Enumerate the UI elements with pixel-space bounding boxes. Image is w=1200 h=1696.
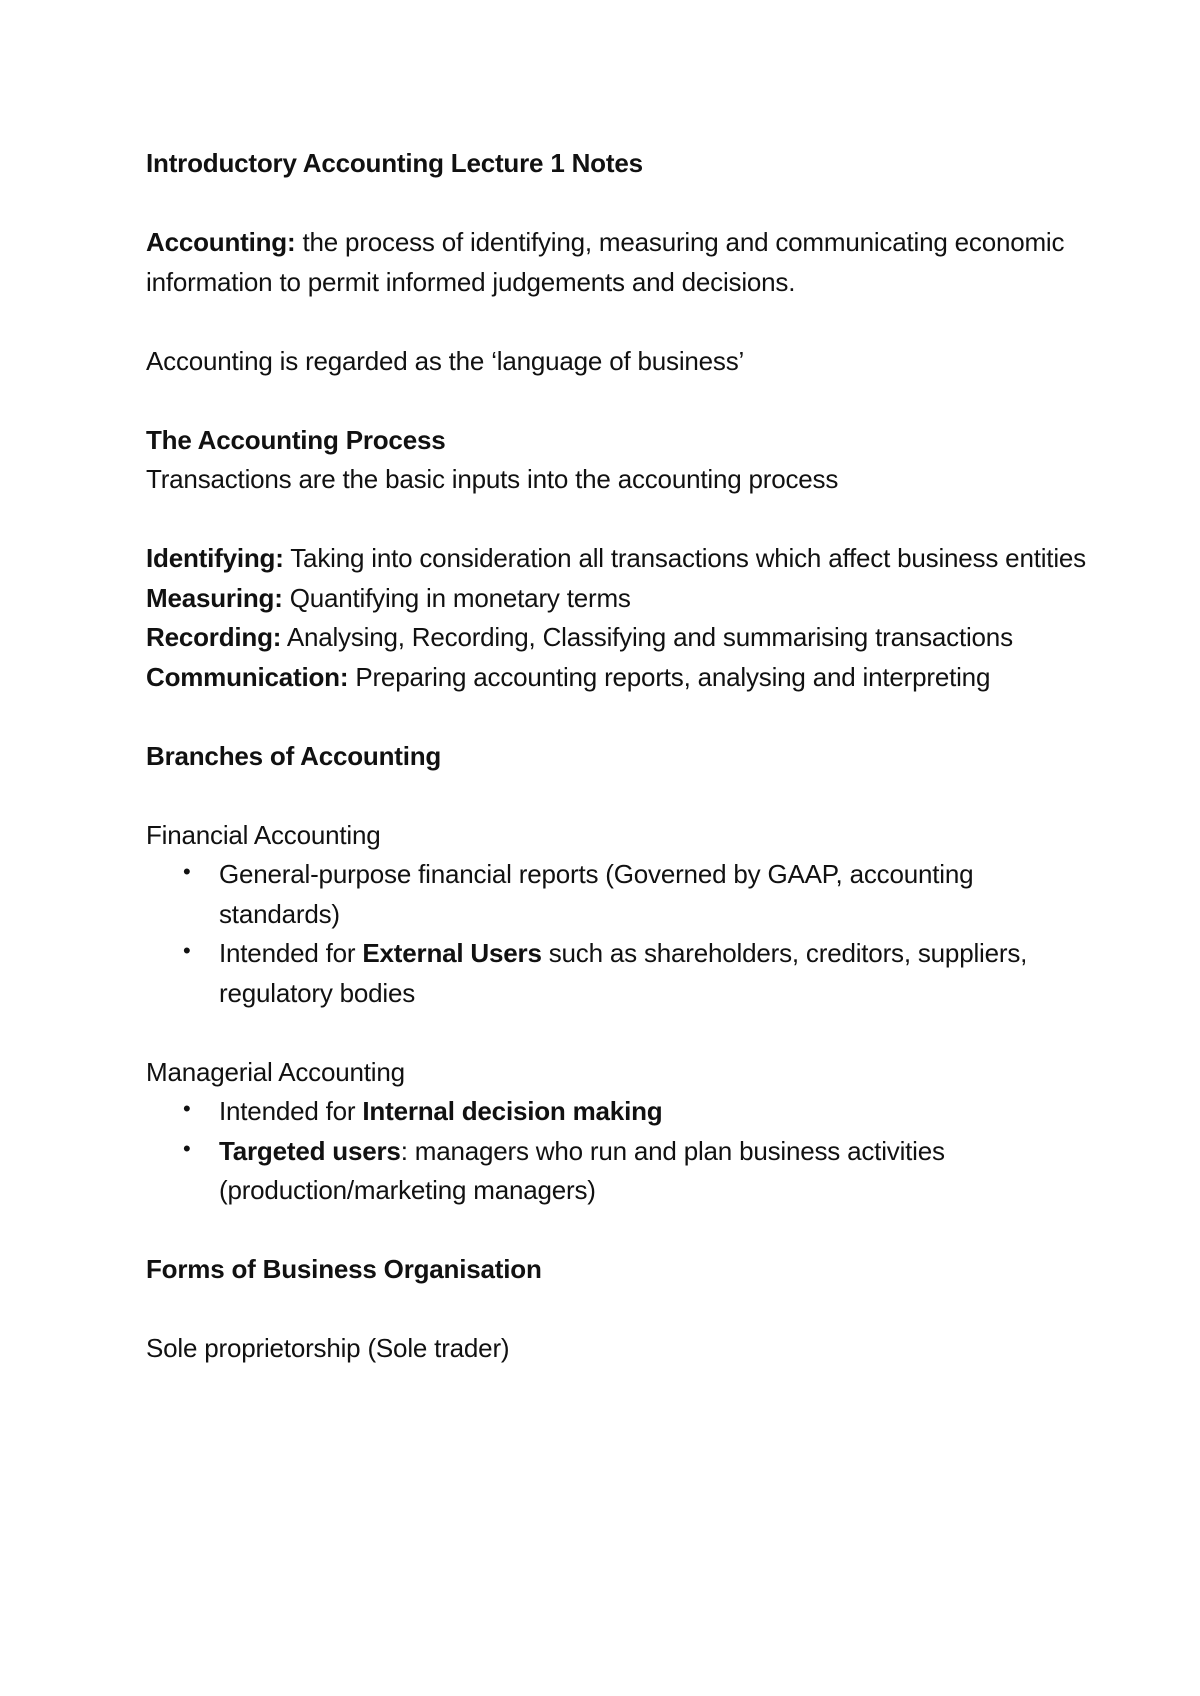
step-text: Preparing accounting reports, analysing and interpreting: [348, 661, 991, 692]
process-step-recording: [146, 618, 1086, 658]
step-text: Analysing, Recording, Classifying and summarising transactions: [281, 622, 1013, 652]
language-line: Accounting is regarded as the ‘language of business’: [146, 345, 745, 376]
step-text: Taking into consideration all transactions which affect business entities: [283, 543, 1086, 573]
bullet-icon: •: [183, 938, 191, 963]
spacer: [146, 302, 1086, 342]
step-term: Identifying:: [146, 543, 284, 573]
list-item: [146, 1092, 1086, 1132]
process-intro: Transactions are the basic inputs into the accounting process: [146, 464, 839, 494]
list-item-text-pre: Intended for: [219, 938, 363, 968]
step-text: Quantifying in monetary terms: [282, 582, 631, 613]
accounting-definition: [146, 223, 1086, 302]
document-page: [146, 144, 1086, 1369]
spacer: [146, 697, 1086, 737]
financial-accounting-list: [146, 855, 1086, 1013]
definition-term: Accounting:: [146, 227, 296, 257]
spacer: [146, 1013, 1086, 1053]
managerial-accounting-list: [146, 1092, 1086, 1211]
bullet-icon: •: [183, 1096, 191, 1121]
list-item: [146, 934, 1086, 1013]
page-title: Introductory Accounting Lecture 1 Notes: [146, 148, 643, 178]
list-item-text-bold: Targeted users: [219, 1135, 401, 1166]
process-step-measuring: [146, 579, 1086, 619]
spacer: [146, 1211, 1086, 1251]
list-item-text: General-purpose financial reports (Governed by GAAP, accounting standards): [219, 859, 974, 929]
step-term: Recording:: [146, 622, 282, 652]
step-term: Communication:: [146, 661, 349, 692]
spacer: [146, 184, 1086, 224]
spacer: [146, 381, 1086, 421]
managerial-accounting-label: Managerial Accounting: [146, 1056, 405, 1087]
list-item: [146, 855, 1086, 934]
step-term: Measuring:: [146, 582, 283, 613]
forms-heading: Forms of Business Organisation: [146, 1254, 542, 1284]
list-item-text-bold: Internal decision making: [362, 1096, 663, 1126]
process-heading: The Accounting Process: [146, 424, 446, 455]
branches-heading: Branches of Accounting: [146, 740, 442, 771]
list-item-text-bold: External Users: [362, 938, 542, 968]
financial-accounting-label: Financial Accounting: [146, 819, 381, 850]
list-item-text-post: such as shareholders, creditors, suppliers, regulatory bodies: [219, 938, 1028, 1008]
bullet-icon: •: [183, 859, 191, 884]
list-item: [146, 1132, 1086, 1211]
list-item-text-post: : managers who run and plan business activities (production/marketing managers): [219, 1135, 945, 1205]
bullet-icon: •: [183, 1135, 191, 1161]
process-step-communication: [146, 658, 1086, 698]
spacer: [146, 776, 1086, 816]
spacer: [146, 500, 1086, 540]
spacer: [146, 1290, 1086, 1330]
list-item-text-pre: Intended for: [219, 1096, 363, 1126]
process-step-identifying: [146, 539, 1086, 579]
definition-text: the process of identifying, measuring and communicating economic information to permit informed judgements and decisions.: [146, 227, 1065, 297]
forms-item-sole-proprietorship: Sole proprietorship (Sole trader): [146, 1333, 510, 1363]
